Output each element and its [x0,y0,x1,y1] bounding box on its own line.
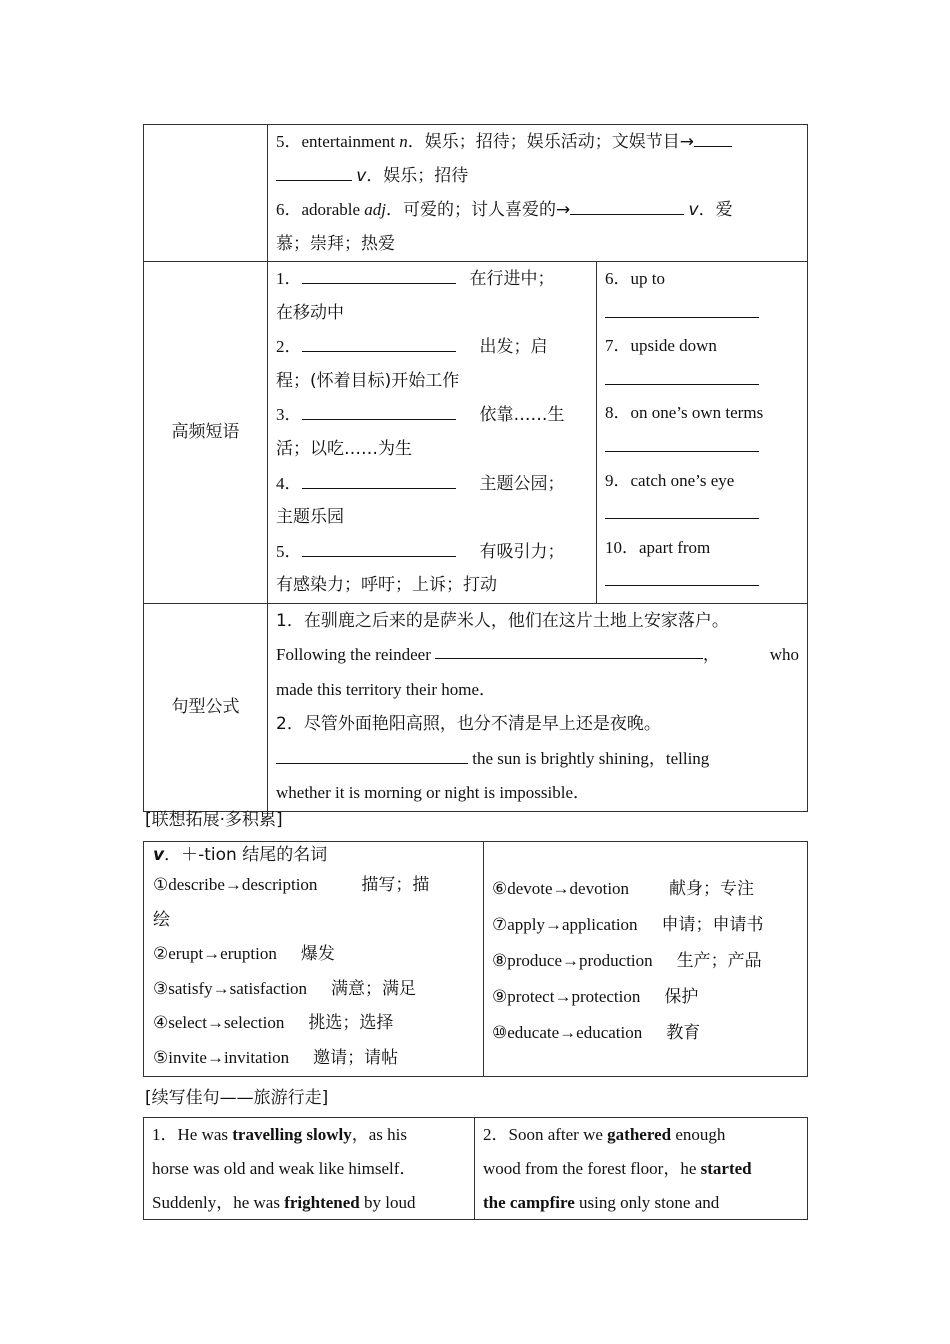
highlight-text: travelling slowly [232,1125,352,1144]
phrase-meaning: 在行进中； [469,269,555,289]
writing-left-cell [144,1118,475,1220]
answer-blank[interactable] [694,126,732,147]
word-meaning-cont: 绘 [153,909,170,930]
phrase-text: catch one’s eye [630,470,735,490]
expand-item-4 [153,1006,475,1041]
title-v: v [153,845,165,865]
phrase-meaning-cont: 主题乐园 [276,507,344,528]
item-number: 9． [605,470,631,490]
word-meaning: 保护 [664,987,699,1007]
word-meaning: 生产；产品 [676,951,762,971]
word-meaning: 描写；描 [361,875,430,895]
word-pair: ⑩educate→education [492,1023,643,1042]
writing-right-line-3 [483,1186,799,1220]
part-of-speech: adj [364,200,387,219]
phrase-item-8 [605,396,799,430]
answer-blank[interactable] [302,536,456,557]
sentence-text: 1．He was [152,1125,233,1144]
expand-item-1 [153,868,475,903]
phrase-meaning: 出发；启 [479,337,548,358]
item-number: 3． [276,405,302,425]
phrase-item-2 [276,330,588,365]
word-pair: ①describe→description [153,875,318,894]
highlight-text: gathered [607,1125,672,1144]
answer-blank[interactable] [276,743,468,764]
answer-blank[interactable] [302,263,456,284]
phrase-text: apart from [639,537,711,557]
phrase-text: on one’s own terms [630,403,764,423]
sentence-1-english [276,638,799,673]
sentence-text: 2．Soon after we [483,1125,608,1144]
item-number: 6． [276,200,302,219]
word-meaning: 邀请；请帖 [313,1047,399,1068]
item-number: 10． [605,537,639,557]
phrases-left-cell [268,262,597,604]
phrase-item-4 [276,467,588,502]
part-of-speech: v [356,166,367,186]
vocab-meaning: ．爱 [698,200,733,220]
word-pair: ⑤invite→invitation [153,1047,290,1067]
writing-right-line-2 [483,1152,799,1186]
sentences-label: 句型公式 [144,603,268,811]
writing-left-line-1 [152,1118,466,1152]
word-pair: ④select→selection [153,1013,285,1033]
vocab-item-5-cont [276,159,799,193]
writing-right-line-1 [483,1118,799,1152]
vocab-item-5 [276,125,799,159]
sentence-1-chinese: 1．在驯鹿之后来的是萨米人，他们在这片土地上安家落户。 [276,610,729,631]
item-number: 7． [605,336,631,356]
expand-title [153,842,475,868]
answer-blank[interactable] [302,331,456,352]
word-pair: ⑨protect→protection [492,987,641,1006]
sentences-cell [268,603,808,811]
phrase-item-6 [605,262,799,296]
sentence-2-english-cont: whether it is morning or night is impossible． [276,783,591,803]
expand-item-3 [153,972,475,1007]
phrase-meaning-cont: 程；(怀着目标)开始工作 [276,370,460,391]
phrase-meaning: 主题公园； [479,473,565,494]
sentence-text: enough [671,1125,726,1144]
expand-right-cell [484,842,808,1077]
phrase-item-1 [276,262,588,297]
phrase-meaning-cont: 活；以吃……为生 [276,438,412,459]
answer-blank[interactable] [605,565,759,586]
item-number: 8． [605,403,631,423]
sentence-text: wood from the forest floor，he [483,1158,701,1178]
vocab-phrase-sentence-table [143,124,808,812]
sentence-text: using only stone and [574,1192,720,1212]
word-pair: ②erupt→eruption [153,944,277,964]
sentence-text: ， [702,645,720,666]
writing-heading: [续写佳句——旅游行走] [145,1088,329,1108]
answer-blank[interactable] [605,364,759,385]
word-meaning: 满意；满足 [331,978,417,999]
expand-item-8 [492,943,799,979]
vocab-meaning-cont: 慕；崇拜；热爱 [276,234,395,254]
expand-item-2 [153,937,475,972]
phrase-item-3 [276,398,588,433]
vocab-word: adorable [301,200,361,219]
highlight-text: started [700,1158,752,1178]
vocab-word: entertainment [301,132,395,151]
word-pair: ⑧produce→production [492,951,653,970]
item-number: 4． [276,473,302,493]
word-meaning: 爆发 [300,944,335,965]
sentence-1-english-cont: made this territory their home． [276,679,496,699]
word-meaning: 申请；申请书 [661,915,764,935]
phrase-meaning: 有吸引力； [479,541,565,562]
sentence-text: the sun is brightly shining，telling [472,748,710,768]
item-number: 5． [276,132,302,151]
highlight-text: the campfire [483,1192,575,1212]
answer-blank[interactable] [276,160,352,181]
sentence-text: Following the reindeer [276,645,431,665]
writing-left-line-2: horse was old and weak like himself． [152,1158,417,1178]
expand-item-6 [492,871,799,907]
highlight-text: frightened [284,1192,360,1212]
expand-item-10 [492,1015,799,1051]
answer-blank[interactable] [605,498,759,519]
writing-left-line-3 [152,1186,466,1220]
vocab-row [144,125,808,262]
vocab-meaning: ．娱乐；招待；娱乐活动；文娱节目→ [407,132,694,152]
sentence-text: by loud [359,1192,416,1212]
phrase-item-10 [605,531,799,565]
phrase-item-7 [605,329,799,363]
answer-blank[interactable] [435,638,703,659]
word-pair: ⑥devote→devotion [492,879,630,898]
phrase-item-5 [276,535,588,570]
answer-blank[interactable] [605,431,759,452]
sentence-2-english [276,742,799,777]
sentence-text: who [769,645,800,665]
vocab-item-6 [276,193,799,227]
part-of-speech: v [688,200,699,220]
phrase-text: upside down [630,336,717,356]
writing-right-cell [475,1118,808,1220]
sentence-text: Suddenly，he was [152,1192,285,1212]
sentence-2-chinese: 2．尽管外面艳阳高照，也分不清是早上还是夜晚。 [276,714,661,735]
vocab-meaning: ．可爱的；讨人喜爱的→ [386,200,571,220]
phrase-meaning-cont: 在移动中 [276,302,344,323]
word-meaning: 挑选；选择 [308,1013,394,1034]
expand-left-cell [144,842,484,1077]
vocab-meaning: ．娱乐；招待 [366,166,469,186]
phrase-meaning-cont: 有感染力；呼吁；上诉；打动 [276,575,497,596]
phrases-right-cell [597,262,808,604]
answer-blank[interactable] [302,468,456,489]
word-pair: ③satisfy→satisfaction [153,978,308,998]
item-number: 2． [276,337,302,357]
expand-item-7 [492,907,799,943]
vocab-cell [268,125,808,262]
phrase-text: up to [630,269,665,288]
sentence-text: ，as his [351,1125,407,1144]
item-number: 1． [276,269,302,288]
phrases-label: 高频短语 [144,262,268,604]
writing-table [143,1117,808,1220]
answer-blank[interactable] [570,194,684,215]
item-number: 5． [276,541,302,561]
expand-heading: [联想拓展·多积累] [145,810,283,830]
expand-item-5 [153,1041,475,1076]
expand-table [143,841,808,1077]
word-meaning: 献身；专注 [669,879,755,899]
answer-blank[interactable] [302,399,456,420]
part-of-speech: n [399,132,408,151]
word-meaning: 教育 [666,1023,701,1043]
vocab-label-cell [144,125,268,262]
word-pair: ⑦apply→application [492,915,638,934]
phrase-item-9 [605,464,799,498]
phrases-row [144,262,808,604]
sentences-row [144,603,808,811]
phrase-meaning: 依靠……生 [479,405,565,426]
answer-blank[interactable] [605,297,759,318]
title-text: ．＋-tion 结尾的名词 [164,845,328,865]
item-number: 6． [605,269,631,288]
expand-item-9 [492,979,799,1015]
